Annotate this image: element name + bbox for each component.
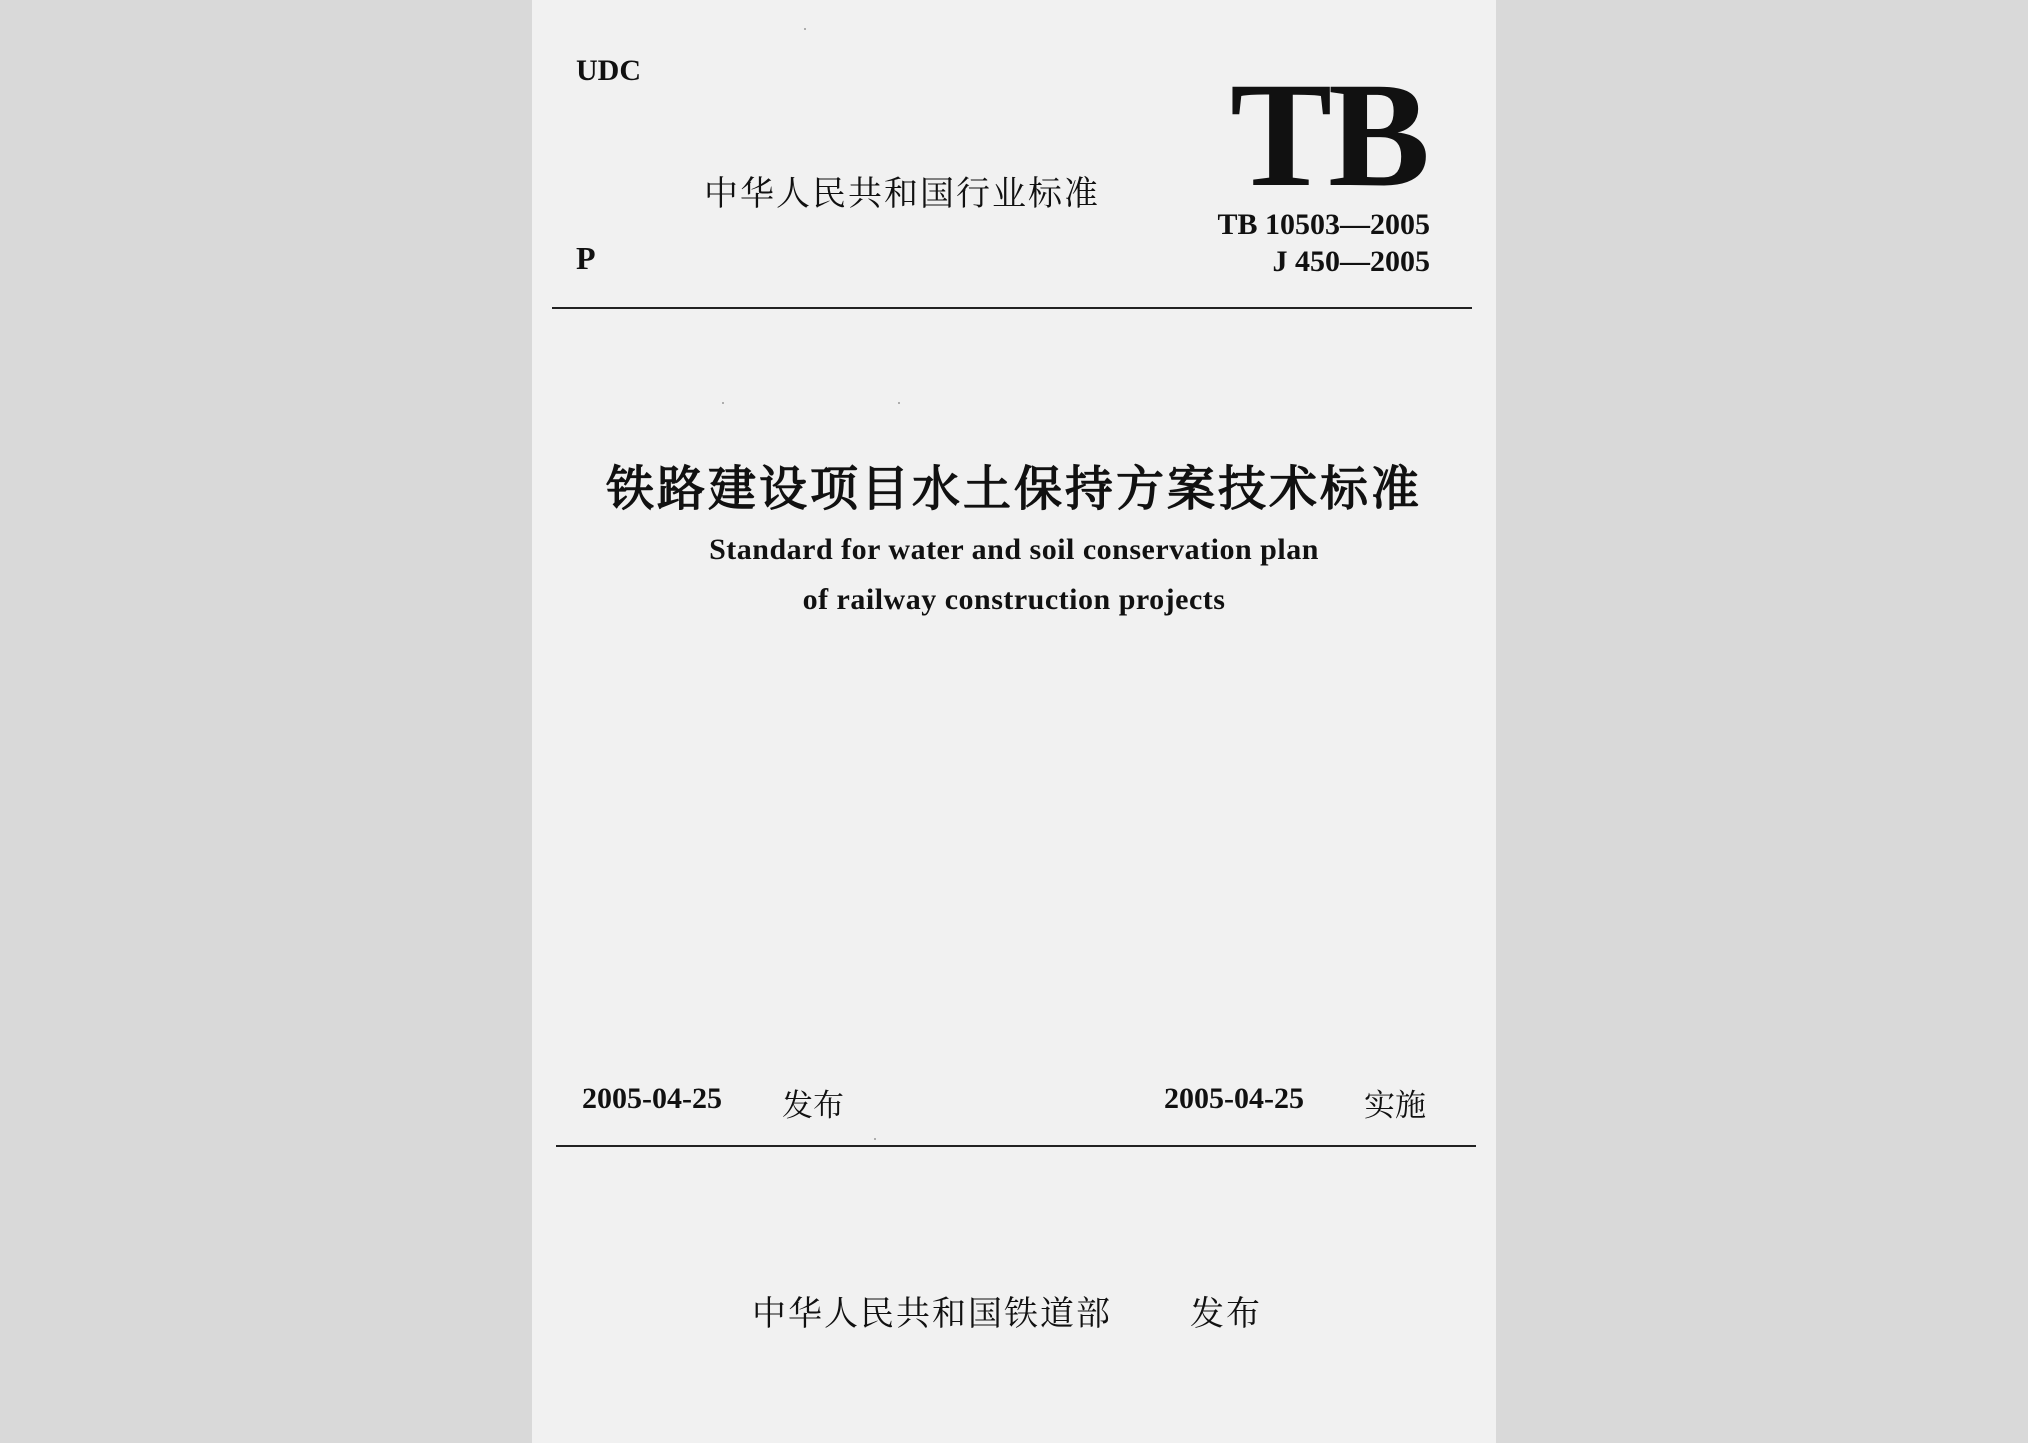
publisher-name: 中华人民共和国铁道部 bbox=[752, 1294, 1112, 1334]
scan-speck bbox=[804, 28, 806, 30]
title-english-line1: Standard for water and soil conservation plan bbox=[709, 533, 1319, 566]
scan-speck bbox=[874, 1138, 876, 1140]
implement-date: 2005-04-25 bbox=[1164, 1082, 1304, 1115]
issue-label: 发布 bbox=[782, 1088, 844, 1124]
top-divider bbox=[552, 307, 1472, 309]
standard-code: TB 10503—2005 bbox=[1217, 208, 1430, 241]
publisher-label: 发布 bbox=[1190, 1294, 1262, 1334]
document-page bbox=[532, 0, 1496, 1443]
record-code: J 450—2005 bbox=[1272, 245, 1430, 278]
classification-label: P bbox=[576, 240, 596, 276]
tb-logo: TB bbox=[1230, 52, 1427, 218]
bottom-divider bbox=[556, 1145, 1476, 1147]
udc-label: UDC bbox=[576, 54, 641, 87]
scan-speck bbox=[898, 402, 900, 404]
title-english-line2: of railway construction projects bbox=[802, 583, 1226, 616]
title-chinese: 铁路建设项目水土保持方案技术标准 bbox=[605, 461, 1422, 517]
scan-speck bbox=[722, 402, 724, 404]
implement-label: 实施 bbox=[1364, 1088, 1426, 1124]
industry-standard-heading: 中华人民共和国行业标准 bbox=[704, 174, 1100, 214]
issue-date: 2005-04-25 bbox=[582, 1082, 722, 1115]
